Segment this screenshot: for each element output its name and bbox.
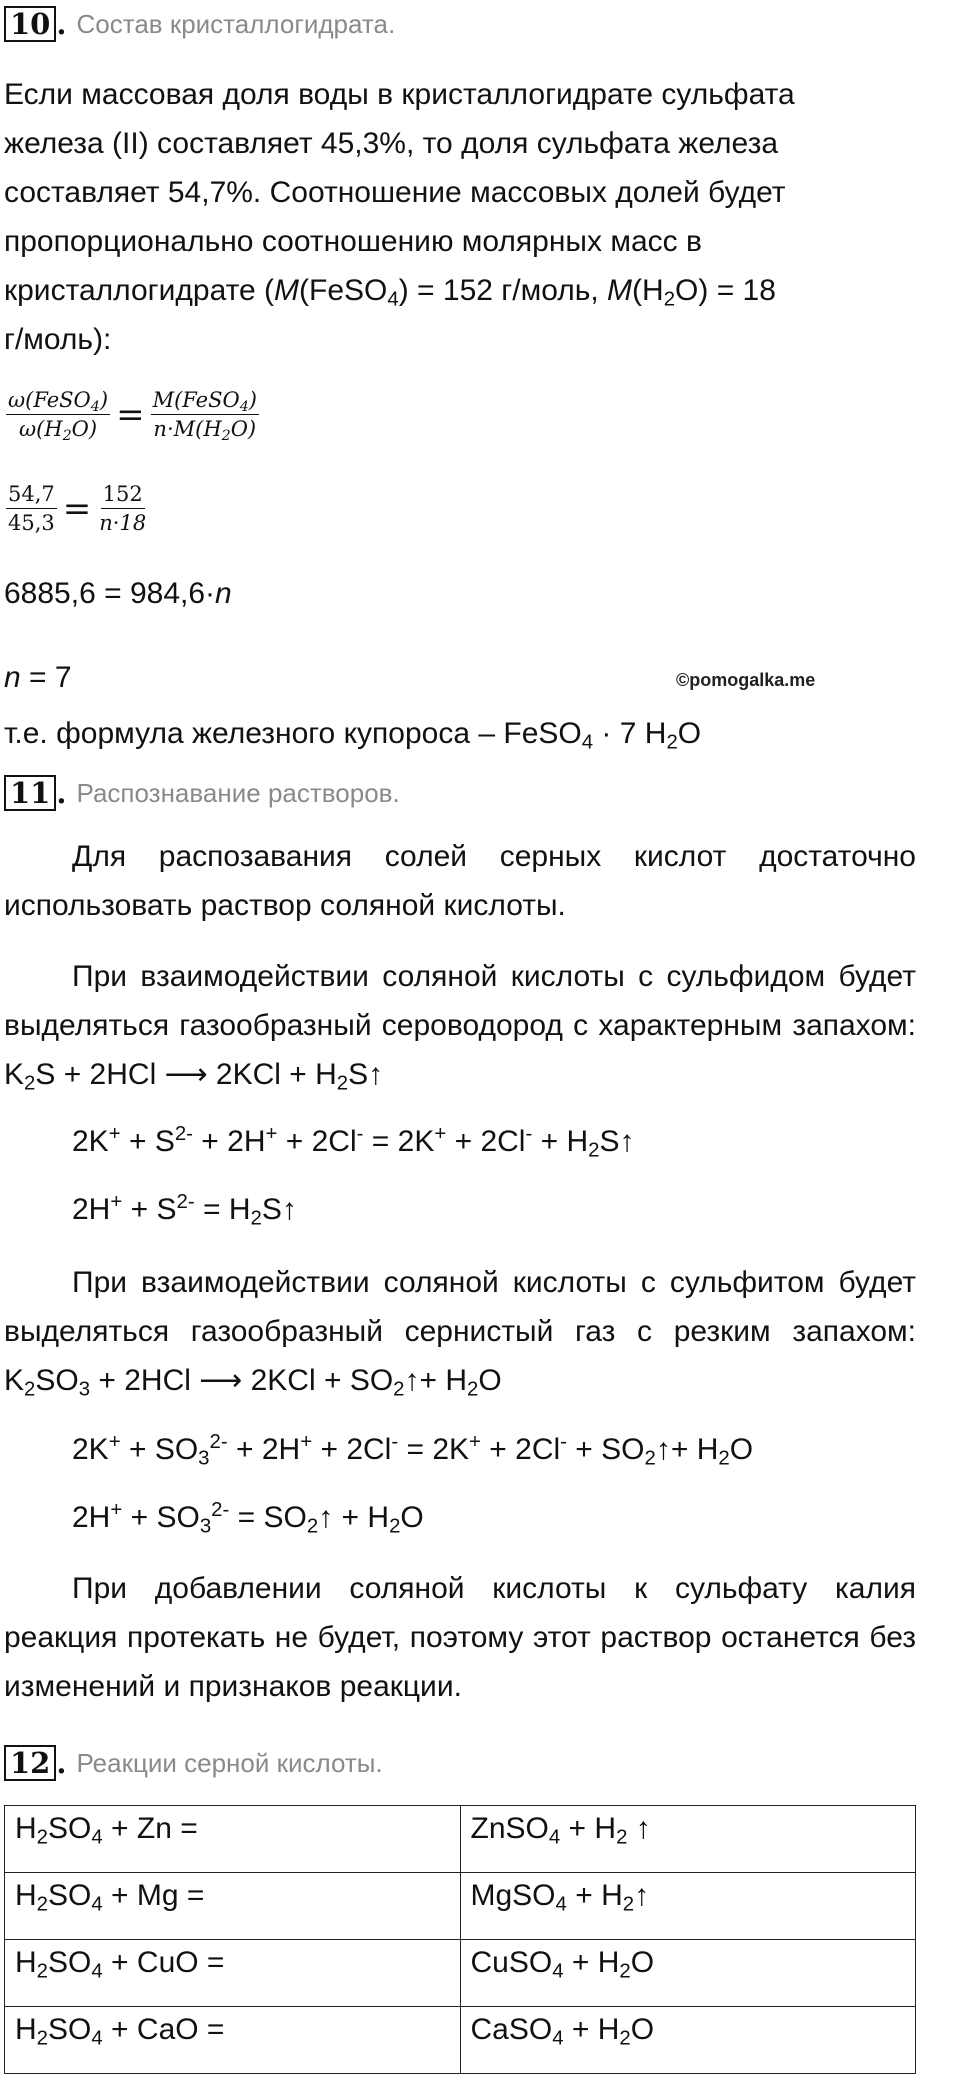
conclusion-line: т.е. формула железного купороса – FeSO$_4$ · 7 $H_2O$ — [4, 717, 702, 754]
text-line: Если массовая доля воды в кристаллогидрате сульфата — [4, 78, 795, 111]
task-title: Реакции серной кислоты. — [76, 1747, 383, 1778]
table-row — [5, 1940, 916, 2007]
products-cell: ZnSO$_4$ + $H_2$ ↑ — [460, 1806, 916, 1873]
paragraph: При добавлении соляной кислоты к сульфату калия реакция протекать не будет, поэтому этот раствор останется без изменений и признаков реакции. — [4, 1572, 916, 1703]
ionic-equation-full: $2K^+ + S^{2-} + 2H^+ + 2Cl^- = 2K^+ + 2Cl^-$ + $H_2S↑$ — [72, 1122, 635, 1162]
text-line: железа (II) составляет 45,3%, то доля сульфата железа — [4, 127, 779, 160]
task-title: Состав кристаллогидрата. — [76, 8, 396, 39]
text-line: кристаллогидрате (M(FeSO$_4$) = 152 г/моль, $M(H_2O) = 18$ — [4, 274, 776, 311]
task-12-header — [4, 1745, 383, 1781]
ionic-equation-short: $2H^+ + SO_3^{2-}$ = $SO_2↑ + H_2O$ — [72, 1498, 424, 1538]
reactants-cell: $H_2SO_4 + Mg$ = — [5, 1873, 461, 1940]
reactions-table — [4, 1805, 916, 2074]
task-number-dot: . — [56, 1746, 67, 1780]
ionic-equation-full: $2K^+ + SO_3^{2-} + 2H^+ + 2Cl^- = 2K^+ + 2Cl^-$ + $SO_2↑+ H_2O$ — [72, 1430, 754, 1470]
task-11-header — [4, 775, 400, 811]
reactants-cell: $H_2SO_4 + Zn$ = — [5, 1806, 461, 1873]
products-cell: CuSO$_4$ + $H_2O$ — [460, 1940, 916, 2007]
table-row — [5, 1806, 916, 1873]
formula-ratio: ω(FeSO$_4$) $\omega(H_2O)$ = M(FeSO$_4$) $n\cdot M(H_2O)$ — [8, 388, 257, 444]
paragraph: При взаимодействии соляной кислоты с сульфитом будет выделяться газообразный сернистый газ с резким запахом: $K_2SO_3 + 2HCl$ ⟶ $2KCl + SO_2↑+ H_2O$ — [4, 1266, 916, 1401]
paragraph: При взаимодействии соляной кислоты с сульфидом будет выделяться газообразный сероводород с характерным запахом: $K_2S + 2HCl$ ⟶ $2KCl + H_2S↑$ — [4, 960, 916, 1095]
task-10-header — [4, 6, 395, 42]
table-row — [5, 2007, 916, 2074]
products-cell: CaSO$_4$ + $H_2O$ — [460, 2007, 916, 2074]
products-cell: MgSO$_4$ + $H_2↑$ — [460, 1873, 916, 1940]
reactants-cell: $H_2SO_4$ + CaO = — [5, 2007, 461, 2074]
paragraph: Для распозавания солей серных кислот достаточно использовать раствор соляной кислоты. — [4, 840, 916, 922]
ionic-equation-short: $2H^+ + S^{2-}$ = $H_2S↑$ — [72, 1190, 297, 1230]
task-title: Распознавание растворов. — [76, 777, 400, 808]
formula-numeric: $\frac{54,7}{45,3}$ = $\frac{152}{n\cdot 18}$ — [8, 482, 147, 535]
watermark: ©pomogalka.me — [676, 670, 816, 690]
task-number-box: 10 — [4, 6, 56, 42]
paragraph — [4, 70, 795, 364]
result-line: n = 7 — [4, 661, 72, 694]
task-number-box: 12 — [4, 1745, 56, 1781]
text-line: пропорционально соотношению молярных масс в — [4, 225, 702, 258]
task-number-dot: . — [56, 776, 67, 810]
task-number-dot: . — [56, 7, 67, 41]
text-line: составляет 54,7%. Соотношение массовых долей будет — [4, 176, 786, 209]
task-number-box: 11 — [4, 775, 56, 811]
equation-line: 6885,6 = 984,6·n — [4, 577, 232, 610]
table-row — [5, 1873, 916, 1940]
text-line: г/моль): — [4, 323, 112, 356]
reactants-cell: $H_2SO_4$ + CuO = — [5, 1940, 461, 2007]
